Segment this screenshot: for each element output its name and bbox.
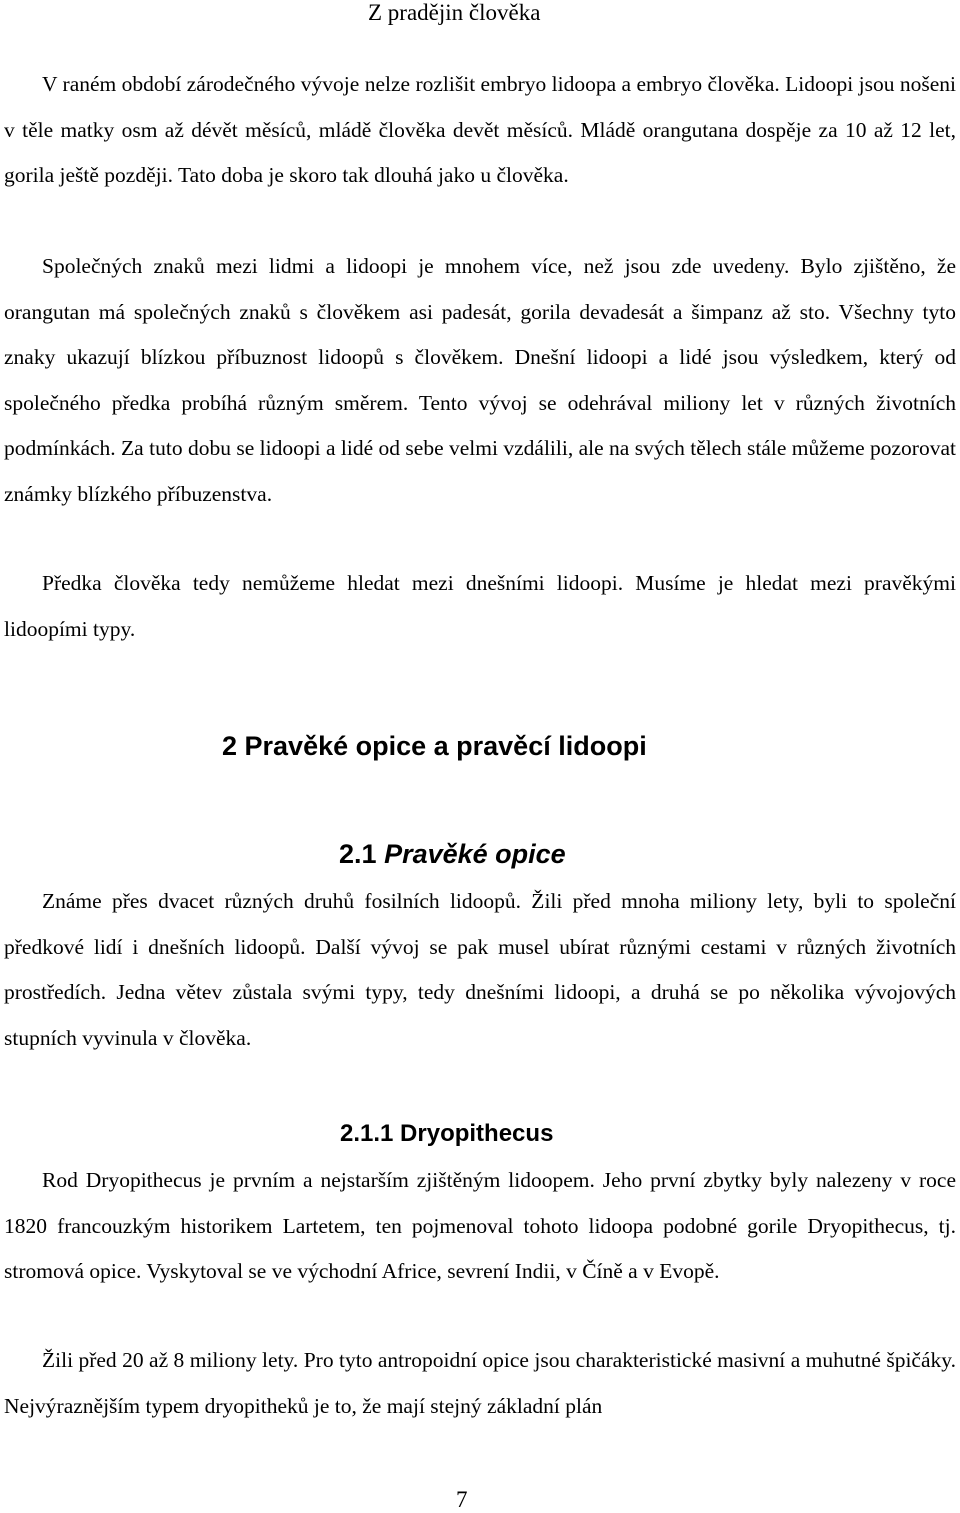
paragraph-intro: V raném období zárodečného vývoje nelze rozlišit embryo lidoopa a embryo člověka. Lidoopi jsou nošeni v těle matky osm až dévět měsíců, mládě člověka devět měsíců. Mládě orangutana dospěje za 10 až 12 let, gorila ještě později. Tato doba je skoro tak dlouhá jako u člověka. bbox=[4, 72, 956, 187]
subsection-heading: 2.1.1 Dryopithecus bbox=[340, 1120, 554, 1147]
paragraph-ancestor: Předka člověka tedy nemůžeme hledat mezi dnešními lidoopi. Musíme je hledat mezi pravěkými lidoopími typy. bbox=[4, 571, 956, 641]
paragraph-fossil-apes: Známe přes dvacet různých druhů fosilních lidoopů. Žili před mnoha miliony lety, byli to společní předkové lidí i dnešních lidoopů. Další vývoj se pak musel ubírat různými cestami v různých životních prostředích. Jedna větev zůstala svými typy, tedy dnešními lidoopi, a druhá se po několika vývojových stupních vyvinula v člověka. bbox=[4, 889, 956, 1050]
paragraph-dryopithecus-age: Žili před 20 až 8 miliony lety. Pro tyto antropoidní opice jsou charakteristické masivní a muhutné špičáky. Nejvýraznějším typem dryopitheků je to, že mají stejný základní plán bbox=[4, 1348, 956, 1418]
section-number: 2.1 bbox=[339, 839, 377, 869]
running-header: Z pradějin člověka bbox=[368, 0, 541, 25]
paragraph-dryopithecus: Rod Dryopithecus je prvním a nejstarším zjištěným lidoopem. Jeho první zbytky byly nalezeny v roce 1820 francouzkým historikem Lartetem, ten pojmenoval tohoto lidoopa podobné gorile Dryopithecus, tj. stromová opice. Vyskytoval se ve východní Africe, sevrení Indii, v Číně a v Evopě. bbox=[4, 1168, 956, 1283]
paragraph-common-traits: Společných znaků mezi lidmi a lidoopi je mnohem více, než jsou zde uvedeny. Bylo zjištěno, že orangutan má společných znaků s člověkem asi padesát, gorila devadesát a šimpanz až sto. Všechny tyto znaky ukazují blízkou příbuznost lidoopů s člověkem. Dnešní lidoopi a lidé jsou výsledkem, který od společného předka probíhá různým směrem. Tento vývoj se odehrával miliony let v různých životních podmínkách. Za tuto dobu se lidoopi a lidé od sebe velmi vzdálili, ale na svých tělech stále můžeme pozorovat známky blízkého příbuzenstva. bbox=[4, 254, 956, 506]
page-number: 7 bbox=[456, 1487, 468, 1512]
section-title: Pravěké opice bbox=[384, 839, 566, 869]
chapter-heading: 2 Pravěké opice a pravěcí lidoopi bbox=[222, 731, 647, 761]
section-heading bbox=[339, 836, 566, 872]
